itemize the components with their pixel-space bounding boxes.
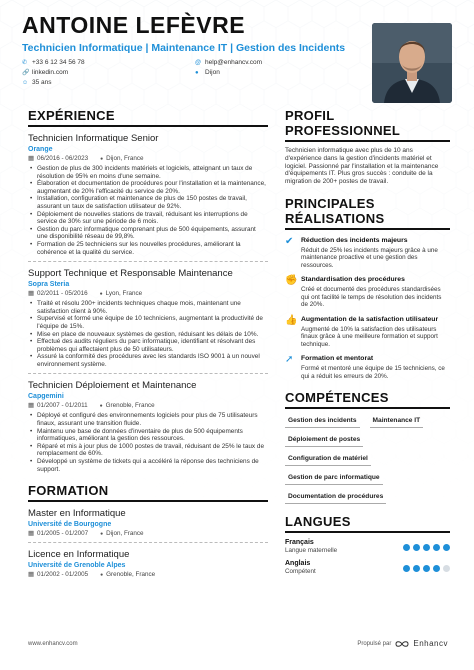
achievement-title: Standardisation des procédures xyxy=(301,276,405,284)
experience-list xyxy=(28,133,268,473)
enhancv-logo-icon xyxy=(395,640,409,648)
achievement-title: Formation et mentorat xyxy=(301,355,374,363)
proficiency-dots xyxy=(403,565,450,572)
resume-header xyxy=(22,12,362,54)
achievement-item xyxy=(285,276,450,309)
section-rule xyxy=(285,407,450,409)
bullet-item: • Gestion du parc informatique comprenant plus de 500 équipements, assurant une disponibilité réseau de 99,8%. xyxy=(37,226,268,241)
job-location-text: Grenoble, France xyxy=(105,402,155,410)
achievement-desc: Formé et mentoré une équipe de 15 techniciens, ce qui a réduit les erreurs de 20%. xyxy=(301,365,445,380)
job-bullets xyxy=(28,165,268,256)
job-title: Support Technique et Responsable Maintenance xyxy=(28,268,233,280)
job-location xyxy=(100,290,143,297)
portrait-image xyxy=(372,23,452,103)
right-column xyxy=(285,108,450,575)
job-dates-text: 06/2016 - 06/2023 xyxy=(36,155,89,162)
language-name: Anglais xyxy=(285,560,311,568)
achievement-body xyxy=(301,276,450,309)
education-location xyxy=(100,530,143,537)
email-text[interactable]: help@enhancv.com xyxy=(205,59,263,66)
brand-name: Enhancv xyxy=(413,639,448,648)
school-name: Université de Bourgogne xyxy=(28,521,112,529)
achievement-item xyxy=(285,237,450,270)
education-location xyxy=(100,571,155,578)
realisations-heading: PRINCIPALES RÉALISATIONS xyxy=(285,195,385,226)
bullet-item: • Installation, configuration et maintenance de plus de 150 postes de travail, assurant un taux de satisfaction utilisateur de 92%. xyxy=(37,195,268,210)
language-info xyxy=(285,560,316,575)
achievement-item xyxy=(285,355,450,380)
footer-powered xyxy=(357,639,448,648)
linkedin-text[interactable]: linkedin.com xyxy=(32,69,69,76)
footer-url[interactable]: www.enhancv.com xyxy=(28,641,78,647)
job-bullets xyxy=(28,412,268,473)
company-name: Capgemini xyxy=(28,393,64,401)
bullet-item: • Formation de 25 techniciens sur les nouvelles procédures, améliorant la cohérence et la qualité du service. xyxy=(37,241,268,256)
education-dates xyxy=(28,571,88,578)
proficiency-dots xyxy=(403,544,450,551)
skill-tag: Documentation de procédures xyxy=(285,491,386,504)
location-pin-icon: ● xyxy=(100,530,104,537)
bullet-item: • Gestion de plus de 300 incidents matériels et logiciels, atteignant un taux de résolution de 95% en moins d'une semaine. xyxy=(37,165,268,180)
section-rule xyxy=(285,531,450,533)
job-bullets xyxy=(28,300,268,368)
phone-text: +33 6 12 34 56 78 xyxy=(32,59,85,66)
check-shield-icon: ✔ xyxy=(285,235,294,247)
degree-title: Licence en Informatique xyxy=(28,549,130,561)
proficiency-dot xyxy=(443,565,450,572)
location-pin-icon: ● xyxy=(100,155,104,162)
bullet-item: • Élaboration et documentation de procédures pour l'installation et la maintenance, augmentant de 20% l'efficacité du service de 20%. xyxy=(37,180,268,195)
bullet-item: • Déployé et configuré des environnements logiciels pour plus de 75 utilisateurs finaux, assurant une transition fluide. xyxy=(37,412,268,427)
contact-email[interactable] xyxy=(195,59,262,66)
location-pin-icon: ● xyxy=(195,69,199,76)
job-entry xyxy=(28,133,268,262)
calendar-icon: ▦ xyxy=(28,155,34,162)
job-location-text: Dijon, France xyxy=(106,155,144,162)
profil-heading: PROFIL PROFESSIONNEL xyxy=(285,108,401,138)
achievement-body xyxy=(301,237,450,270)
achievement-title: Réduction des incidents majeurs xyxy=(301,236,408,244)
section-rule xyxy=(28,500,268,502)
job-dates xyxy=(28,155,88,162)
achievements-list xyxy=(285,237,450,381)
profile-photo xyxy=(372,23,452,103)
job-meta xyxy=(28,402,268,409)
phone-icon: ✆ xyxy=(22,59,28,66)
language-info xyxy=(285,539,337,554)
thumbs-up-icon: 👍 xyxy=(285,314,298,326)
degree-title: Master en Informatique xyxy=(28,508,126,520)
divider xyxy=(28,542,268,543)
skill-tag: Configuration de matériel xyxy=(285,453,371,466)
left-column xyxy=(28,108,268,578)
education-entry xyxy=(28,549,268,578)
section-rule xyxy=(285,228,450,230)
job-dates xyxy=(28,402,88,409)
job-dates-text: 02/2011 - 05/2016 xyxy=(36,290,88,298)
person-icon: ☺ xyxy=(22,79,29,86)
achievement-item xyxy=(285,316,450,349)
job-entry xyxy=(28,380,268,473)
location-pin-icon: ● xyxy=(99,290,103,297)
age-text: 35 ans xyxy=(32,79,52,86)
achievement-title: Augmentation de la satisfaction utilisateur xyxy=(301,315,439,323)
calendar-icon: ▦ xyxy=(28,530,34,538)
education-meta xyxy=(28,571,268,578)
achievement-desc: Créé et documenté des procédures standardisées qui ont facilité le temps de résolution des incidents de 20%. xyxy=(301,286,442,309)
job-dates-text: 01/2007 - 01/2011 xyxy=(36,402,88,410)
bullet-item: • Supervisé et formé une équipe de 10 techniciens, augmentant la productivité de l'équipe de 15%. xyxy=(37,315,268,330)
proficiency-dot xyxy=(413,544,420,551)
contact-age xyxy=(22,79,52,86)
education-dates-text: 01/2005 - 01/2007 xyxy=(36,530,89,538)
proficiency-dot xyxy=(423,544,430,551)
company-name: Orange xyxy=(28,146,53,153)
candidate-title: Technicien Informatique | Maintenance IT | Gestion des Incidents xyxy=(22,42,346,54)
job-location xyxy=(100,155,143,162)
achievement-body xyxy=(301,316,450,349)
achievement-body xyxy=(301,355,450,380)
achievement-desc: Réduit de 25% les incidents majeurs grâce à une maintenance proactive et une gestion des ressources. xyxy=(301,246,438,269)
formation-list xyxy=(28,508,268,578)
location-text: Dijon xyxy=(205,69,220,76)
job-title: Technicien Déploiement et Maintenance xyxy=(28,380,197,392)
achievement-desc: Augmenté de 10% la satisfaction des utilisateurs finaux grâce à une meilleure formation et support technique. xyxy=(301,325,438,348)
contact-linkedin[interactable] xyxy=(22,69,68,76)
languages-list xyxy=(285,539,450,575)
powered-label: Propulsé par xyxy=(357,640,392,647)
candidate-name: ANTOINE LEFÈVRE xyxy=(22,12,246,38)
job-entry xyxy=(28,268,268,374)
education-entry xyxy=(28,508,268,543)
bullet-item: • Déploiement de nouvelles stations de travail, réduisant les interruptions de service de 30% sur une période de 6 mois. xyxy=(37,211,268,226)
profil-text: Technicien informatique avec plus de 10 ans d'expérience dans la gestion d'incidents matériel et logiciel. Passionné par l'installation et la maintenance d'équipements IT. Plus gros succès : conduite de la migration de 200+ postes de travail. xyxy=(285,147,439,186)
proficiency-dot xyxy=(433,544,440,551)
bullet-item: • Effectué des audits réguliers du parc informatique, identifiant et résolvant des problèmes qui affectaient plus de 50 utilisateurs. xyxy=(37,338,268,353)
education-dates xyxy=(28,530,88,537)
divider xyxy=(28,261,268,262)
company-name: Sopra Steria xyxy=(28,281,70,289)
at-icon: @ xyxy=(195,59,202,66)
bullet-item: • Développé un système de tickets qui a accéléré la réponse des techniciens de support. xyxy=(37,458,268,473)
bullet-item: • Maintenu une base de données d'inventaire de plus de 500 équipements informatiques, améliorant la gestion des ressources. xyxy=(37,428,268,443)
skill-tag: Déploiement de postes xyxy=(285,434,363,447)
education-dates-text: 01/2002 - 01/2005 xyxy=(36,571,89,579)
job-meta xyxy=(28,290,268,297)
link-icon: 🔗 xyxy=(22,69,30,76)
education-location-text: Grenoble, France xyxy=(106,571,156,579)
calendar-icon: ▦ xyxy=(28,571,34,579)
contact-location xyxy=(195,69,220,76)
job-meta xyxy=(28,155,268,162)
bullet-item: • Mise en place de nouveaux systèmes de gestion, réduisant les délais de 10%. xyxy=(37,331,268,339)
proficiency-dot xyxy=(423,565,430,572)
formation-heading: FORMATION xyxy=(28,483,109,499)
contact-phone xyxy=(22,59,85,66)
proficiency-dot xyxy=(403,544,410,551)
skill-tag: Gestion des incidents xyxy=(285,415,360,428)
job-location xyxy=(100,402,155,409)
education-meta xyxy=(28,530,268,537)
langues-heading: LANGUES xyxy=(285,514,351,530)
proficiency-dot xyxy=(413,565,420,572)
language-name: Français xyxy=(285,539,314,547)
skill-tag: Gestion de parc informatique xyxy=(285,472,383,485)
proficiency-dot xyxy=(433,565,440,572)
language-item xyxy=(285,539,450,554)
proficiency-dot xyxy=(443,544,450,551)
section-rule xyxy=(285,140,450,142)
location-pin-icon: ● xyxy=(100,571,104,578)
flex-arm-icon: ✊ xyxy=(285,275,298,287)
school-name: Université de Grenoble Alpes xyxy=(28,562,126,570)
rocket-icon: ➚ xyxy=(285,354,294,366)
competences-heading: COMPÉTENCES xyxy=(285,390,389,406)
bullet-item: • Réparé et mis à jour plus de 1000 postes de travail, réduisant de 25% le taux de remplacement de 60%. xyxy=(37,443,268,458)
divider xyxy=(28,373,268,374)
language-item xyxy=(285,560,450,575)
job-dates xyxy=(28,290,88,297)
language-level: Langue maternelle xyxy=(285,547,338,555)
proficiency-dot xyxy=(403,565,410,572)
bullet-item: • Traité et résolu 200+ incidents techniques chaque mois, maintenant une satisfaction client à 90%. xyxy=(37,300,268,315)
bullet-item: • Assuré la conformité des procédures avec les standards ISO 9001 à un nouvel environnement système. xyxy=(37,353,268,368)
job-title: Technicien Informatique Senior xyxy=(28,133,159,144)
calendar-icon: ▦ xyxy=(28,402,34,410)
calendar-icon: ▦ xyxy=(28,290,34,298)
job-location-text: Lyon, France xyxy=(105,290,143,298)
skill-tag: Maintenance IT xyxy=(370,415,424,428)
education-location-text: Dijon, France xyxy=(106,530,144,538)
skills-list xyxy=(285,415,450,504)
language-level: Compétent xyxy=(285,568,316,576)
section-rule xyxy=(28,125,268,127)
location-pin-icon: ● xyxy=(99,402,103,409)
experience-heading: EXPÉRIENCE xyxy=(28,108,115,123)
